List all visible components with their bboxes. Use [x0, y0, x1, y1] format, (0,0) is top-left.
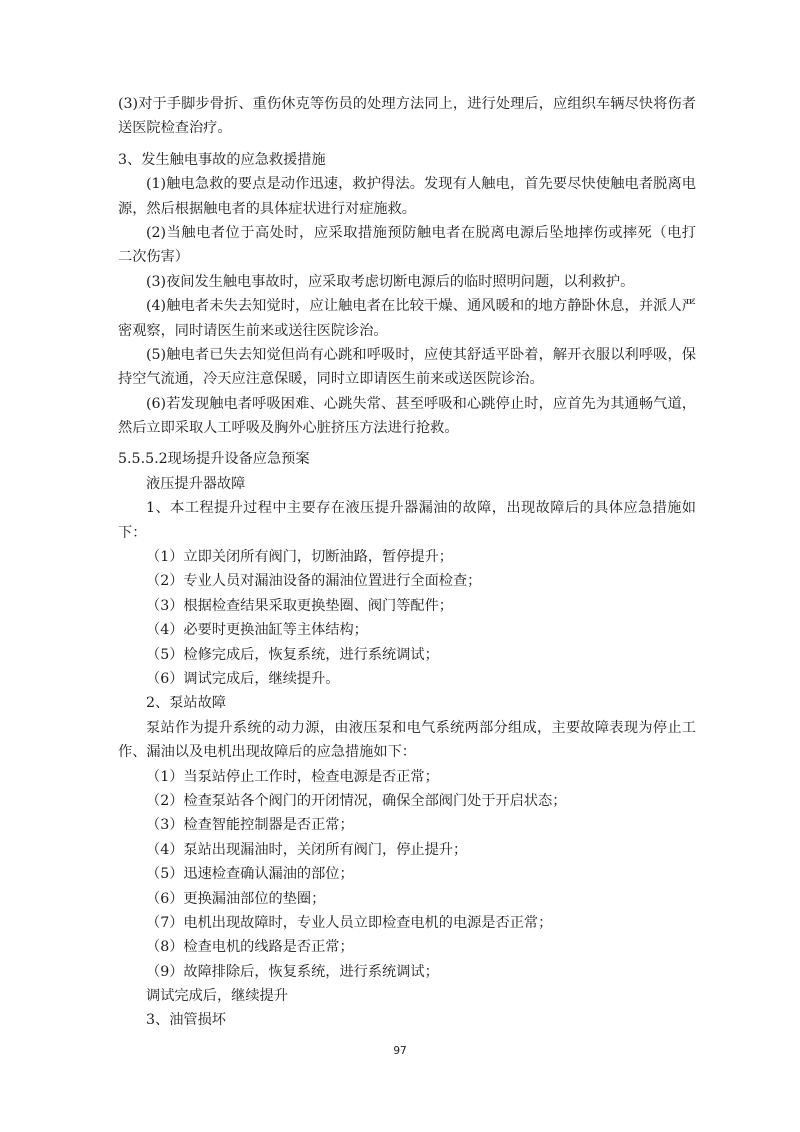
paragraph-line: (3)夜间发生触电事故时，应采取考虑切断电源后的临时照明问题，以利救护。 — [146, 273, 635, 290]
paragraph-line: 送医院检查治疗。 — [118, 120, 232, 137]
paragraph-line: (6)若发现触电者呼吸困难、心跳失常、甚至呼吸和心跳停止时，应首先为其通畅气道， — [146, 395, 696, 412]
paragraph-line: 1、本工程提升过程中主要存在液压提升器漏油的故障，出现故障后的具体应急措施如 — [146, 500, 696, 517]
list-item: （7）电机出现故障时，专业人员立即检查电机的电源是否正常； — [146, 914, 553, 931]
list-item: （2）检查泵站各个阀门的开闭情况，确保全部阀门处于开启状态； — [146, 792, 567, 809]
page-number: 97 — [393, 1045, 407, 1057]
paragraph-line: (2)当触电者位于高处时，应采取措施预防触电者在脱离电源后坠地摔伤或摔死（电打 — [146, 224, 696, 241]
document-body — [118, 92, 696, 1033]
list-item: （6）调试完成后，继续提升。 — [146, 670, 340, 687]
list-item: （4）泵站出现漏油时，关闭所有阀门，停止提升； — [146, 841, 468, 858]
list-item: （3）检查智能控制器是否正常； — [146, 817, 354, 834]
list-item: （8）检查电机的线路是否正常； — [146, 939, 354, 956]
paragraph-line: 然后立即采取人工呼吸及胸外心脏挤压方法进行抢救。 — [118, 420, 459, 437]
list-item: （1）当泵站停止工作时，检查电源是否正常； — [146, 768, 439, 785]
paragraph-line: 下： — [118, 524, 147, 541]
subsection-heading: 2、泵站故障 — [146, 695, 226, 712]
list-item: （2）专业人员对漏油设备的漏油位置进行全面检查； — [146, 573, 482, 590]
paragraph-line: 泵站作为提升系统的动力源，由液压泵和电气系统两部分组成，主要故障表现为停止工 — [146, 719, 696, 736]
paragraph-line: 作、漏油以及电机出现故障后的应急措施如下： — [118, 744, 416, 761]
list-item: （6）更换漏油部位的垫圈； — [146, 890, 326, 907]
paragraph-line: 密观察，同时请医生前来或送往医院诊治。 — [118, 322, 388, 339]
list-item: （9）故障排除后，恢复系统，进行系统调试； — [146, 963, 439, 980]
paragraph-line: (3)对于手脚步骨折、重伤休克等伤员的处理方法同上，进行处理后，应组织车辆尽快将伤者 — [118, 96, 696, 112]
subsection-heading: 液压提升器故障 — [146, 475, 246, 492]
section-heading: 5.5.5.2现场提升设备应急预案 — [118, 451, 310, 468]
paragraph-line: 二次伤害） — [118, 249, 189, 266]
subsection-heading: 3、油管损坏 — [146, 1012, 226, 1029]
paragraph-line: 持空气流通，冷天应注意保暖，同时立即请医生前来或送医院诊治。 — [118, 371, 544, 388]
section-heading: 3、发生触电事故的应急救援措施 — [118, 151, 326, 168]
list-item: （4）必要时更换油缸等主体结构； — [146, 622, 368, 639]
list-item: （3）根据检查结果采取更换垫圈、阀门等配件； — [146, 597, 453, 614]
list-item: （1）立即关闭所有阀门，切断油路，暂停提升； — [146, 549, 453, 566]
list-item: （5）检修完成后，恢复系统，进行系统调试； — [146, 646, 439, 663]
paragraph-line: (5)触电者已失去知觉但尚有心跳和呼吸时，应使其舒适平卧着，解开衣服以利呼吸，保 — [146, 346, 696, 363]
paragraph-line: 调试完成后，继续提升 — [146, 988, 288, 1005]
paragraph-line: 源，然后根据触电者的具体症状进行对症施救。 — [118, 200, 416, 217]
paragraph-line: (1)触电急救的要点是动作迅速，救护得法。发现有人触电，首先要尽快使触电者脱离电 — [146, 176, 696, 193]
paragraph-line: (4)触电者未失去知觉时，应让触电者在比较干燥、通风暖和的地方静卧休息，并派人严 — [146, 298, 696, 315]
list-item: （5）迅速检查确认漏油的部位； — [146, 866, 354, 883]
